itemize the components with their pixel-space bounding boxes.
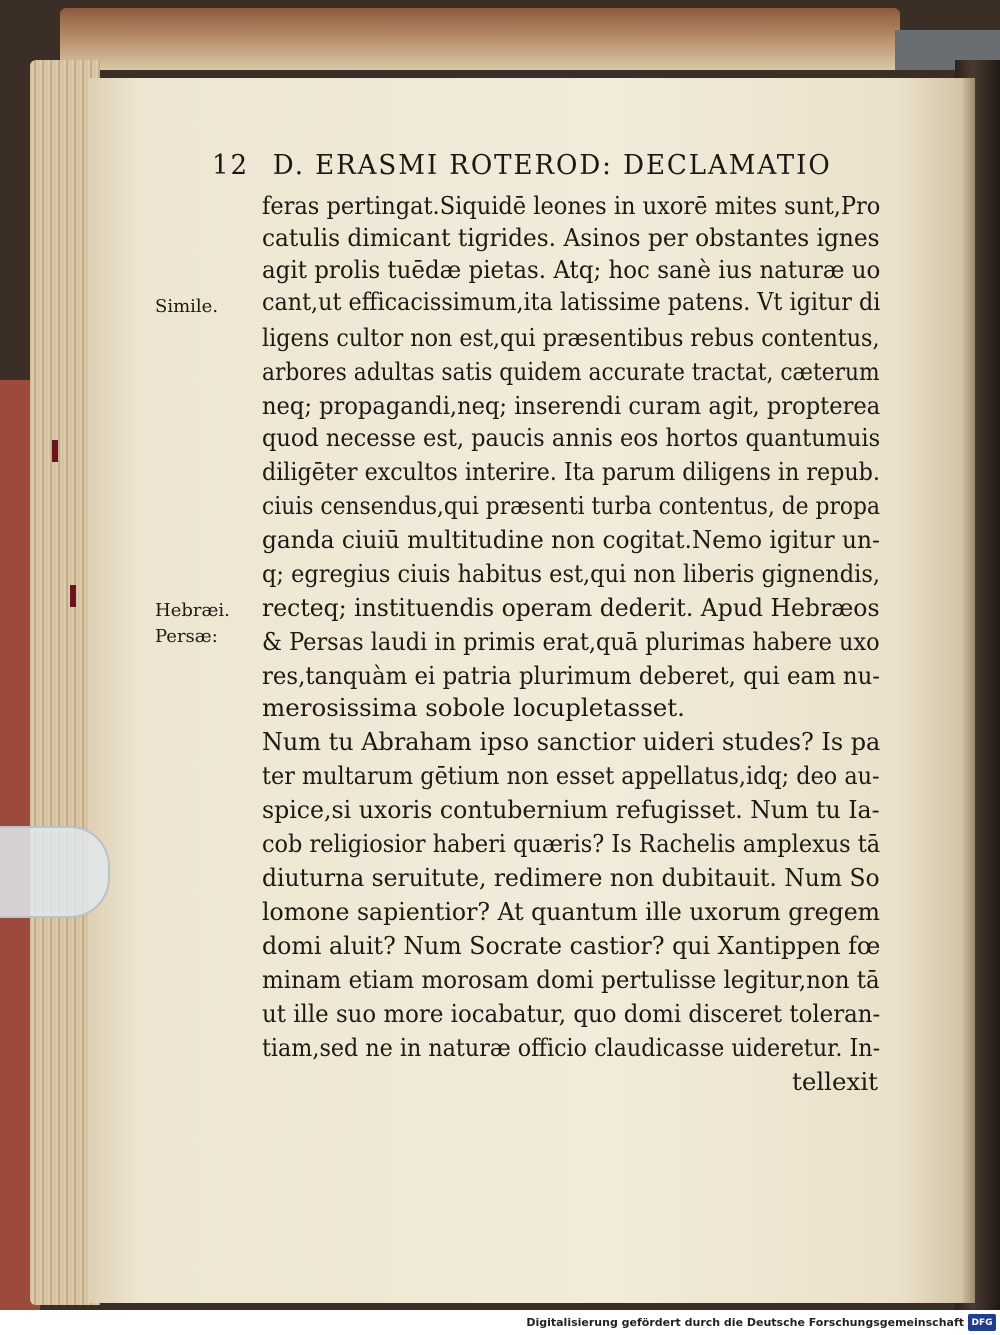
text-line: ter multarum gētium non esset appellatus,idq; deo au- (262, 761, 880, 790)
running-head (212, 150, 832, 181)
text-line: Num tu Abraham ipso sanctior uideri studes? Is pa (262, 727, 881, 756)
page-gutter (960, 78, 975, 1303)
page-number: 12 (212, 150, 250, 181)
catchword: tellexit (792, 1067, 879, 1096)
text-line: ut ille suo more iocabatur, quo domi disceret toleran- (262, 999, 881, 1028)
running-title: D. ERASMI ROTEROD: DECLAMATIO (272, 150, 832, 181)
text-line: merosissima sobole locupletasset. (262, 693, 685, 722)
text-line: diligēter excultos interire. Ita parum diligens in repub. (262, 457, 880, 486)
text-line: cant,ut efficacissimum,ita latissime patens. Vt igitur di (262, 287, 881, 316)
text-line: ganda ciuiū multitudine non cogitat.Nemo igitur un- (262, 525, 880, 554)
text-line: & Persas laudi in primis erat,quā plurimas habere uxo (262, 627, 880, 656)
text-line: lomone sapientior? At quantum ille uxorum gregem (262, 897, 881, 926)
text-line: agit prolis tuēdæ pietas. Atq; hoc sanè ius naturæ uo (262, 255, 881, 284)
dfg-logo: DFG (968, 1314, 996, 1331)
book-clip (0, 826, 110, 918)
margin-note-simile: Simile. (155, 296, 219, 317)
text-line: quod necesse est, paucis annis eos hortos quantumuis (262, 423, 881, 452)
text-line: ciuis censendus,qui præsenti turba contentus, de propa (262, 491, 881, 520)
bookmark-ribbon (52, 440, 58, 462)
text-line: neq; propagandi,neq; inserendi curam agit, propterea (262, 391, 881, 420)
text-line: tiam,sed ne in naturæ officio claudicasse uideretur. In- (262, 1033, 881, 1062)
text-line: catulis dimicant tigrides. Asinos per obstantes ignes (262, 223, 880, 252)
text-line: diuturna seruitute, redimere non dubitauit. Num So (262, 863, 880, 892)
text-line: feras pertingat.Siquidē leones in uxorē mites sunt,Pro (262, 191, 881, 220)
text-line: arbores adultas satis quidem accurate tractat, cæterum (262, 357, 880, 386)
text-line: res,tanquàm ei patria plurimum deberet, qui eam nu- (262, 661, 881, 690)
text-line: spice,si uxoris contubernium refugisset. Num tu Ia- (262, 795, 880, 824)
text-line: domi aluit? Num Socrate castior? qui Xantippen fœ (262, 931, 881, 960)
margin-note-hebraei: Hebræi. (155, 600, 230, 621)
book-cover-top (60, 8, 900, 70)
text-line: minam etiam morosam domi pertulisse legitur,non tā (262, 965, 880, 994)
text-line: q; egregius ciuis habitus est,qui non liberis gignendis, (262, 559, 880, 588)
funding-credit: Digitalisierung gefördert durch die Deutsche Forschungsgemeinschaft (526, 1316, 964, 1329)
text-line: recteq; instituendis operam dederit. Apud Hebræos (262, 593, 880, 622)
text-line: ligens cultor non est,qui præsentibus rebus contentus, (262, 323, 880, 352)
margin-note-persae: Persæ: (155, 626, 218, 647)
text-line: cob religiosior haberi quæris? Is Rachelis amplexus tā (262, 829, 881, 858)
bookmark-ribbon (70, 585, 76, 607)
